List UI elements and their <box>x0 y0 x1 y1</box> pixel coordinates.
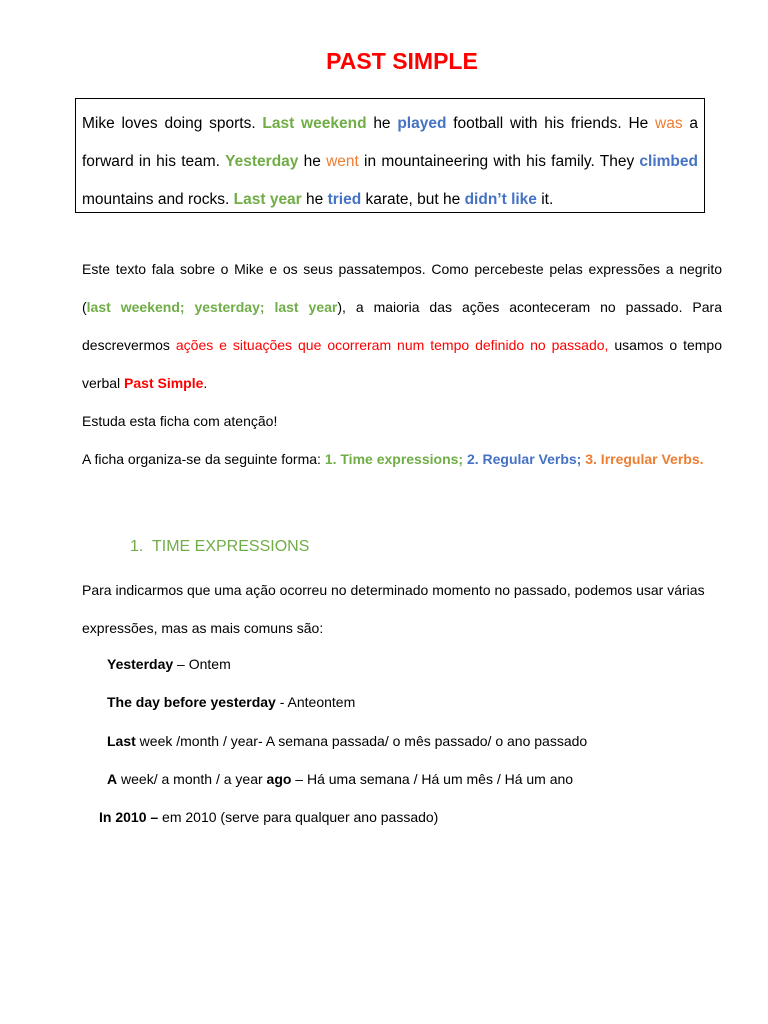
section-heading <box>130 538 309 556</box>
irregular-verb: went <box>326 153 359 170</box>
intro-section <box>82 250 722 478</box>
story-text: a forward in his team. <box>82 115 699 170</box>
structure-item-irregular-verbs: 3. Irregular Verbs. <box>585 451 704 467</box>
expression-translation: week /month / year- A semana passada/ o mês passado/ o ano passado <box>135 733 588 749</box>
expression-translation: em 2010 (serve para qualquer ano passado) <box>158 809 439 825</box>
time-expressions-highlight: last weekend; yesterday; last year <box>86 299 338 315</box>
expression-english: The day before yesterday <box>107 694 276 710</box>
intro-text: A ficha organiza-se da seguinte forma: <box>82 451 325 467</box>
intro-text: usamos o tempo verbal <box>82 337 723 391</box>
page-title: PAST SIMPLE <box>326 48 478 74</box>
story-text: he <box>298 153 327 170</box>
time-expression: Last year <box>233 191 302 208</box>
structure-item-time-expressions: 1. Time expressions; <box>324 451 464 467</box>
story-box <box>75 98 705 213</box>
story-text: he <box>301 191 328 208</box>
story-text: football with his friends. He <box>446 115 656 132</box>
story-text: it. <box>536 191 554 208</box>
intro-text: ), a maioria das ações aconteceram no passado. Para descrevermos <box>82 299 722 353</box>
structure-item-regular-verbs: 2. Regular Verbs; <box>466 451 582 467</box>
section-intro-text: Para indicarmos que uma ação ocorreu no determinado momento no passado, podemos usar várias expressões, mas as mais comuns são: <box>82 582 705 636</box>
expression-english: Yesterday <box>107 656 174 672</box>
section-number: 1. <box>130 538 144 555</box>
expression-translation: – Ontem <box>173 656 231 672</box>
intro-paragraph <box>82 250 722 402</box>
regular-verb: didn’t like <box>464 191 537 208</box>
expression-item <box>107 769 573 789</box>
time-expression: Last weekend <box>262 115 367 132</box>
expression-english: In 2010 – <box>99 809 159 825</box>
expression-text: week/ a month / a year <box>117 771 267 787</box>
story-text: in mountaineering with his family. They <box>358 153 640 170</box>
expression-item <box>99 807 438 827</box>
expression-item <box>107 692 355 712</box>
expression-translation: - Anteontem <box>275 694 356 710</box>
expression-item <box>107 731 587 751</box>
tense-name: Past Simple <box>124 375 204 391</box>
intro-text: . <box>203 375 208 391</box>
expression-translation: – Há uma semana / Há um mês / Há um ano <box>291 771 574 787</box>
section-title: TIME EXPRESSIONS <box>152 538 310 555</box>
regular-verb: played <box>397 115 447 132</box>
story-text: mountains and rocks. <box>82 191 234 208</box>
irregular-verb: was <box>655 115 683 132</box>
time-expression: Yesterday <box>225 153 299 170</box>
story-text: karate, but he <box>361 191 465 208</box>
structure-paragraph <box>82 440 722 478</box>
definition-highlight: ações e situações que ocorreram num tempo definido no passado, <box>175 337 609 353</box>
expression-english: ago <box>266 771 292 787</box>
regular-verb: climbed <box>639 153 698 170</box>
expression-english: Last <box>107 733 136 749</box>
study-instruction: Estuda esta ficha com atenção! <box>82 413 278 429</box>
story-text: Mike loves doing sports. <box>82 115 263 132</box>
intro-text: Este texto fala sobre o Mike e os seus passatempos. Como percebeste pelas expressões a negrito ( <box>82 261 722 315</box>
regular-verb: tried <box>327 191 362 208</box>
expression-item <box>107 654 231 674</box>
story-text: he <box>366 115 398 132</box>
expression-english: A <box>107 771 118 787</box>
